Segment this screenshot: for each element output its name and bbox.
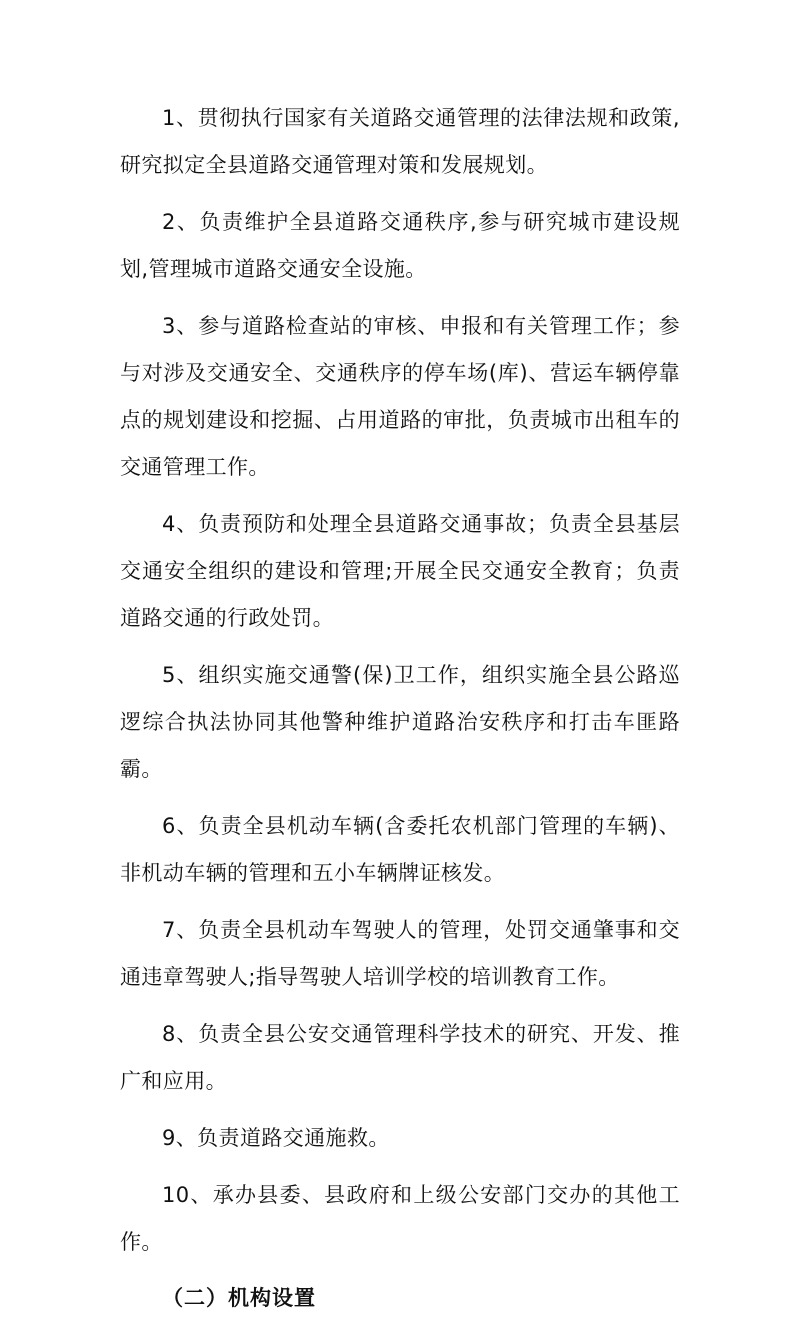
list-item: 10、承办县委、县政府和上级公安部门交办的其他工作。 (120, 1183, 680, 1254)
list-item: 5、组织实施交通警(保)卫工作，组织实施全县公路巡逻综合执法协同其他警种维护道路治安秩序和打击车匪路霸。 (120, 663, 680, 781)
list-item: 1、贯彻执行国家有关道路交通管理的法律法规和政策,研究拟定全县道路交通管理对策和发展规划。 (120, 106, 680, 177)
section-heading: （二）机构设置 (162, 1286, 316, 1310)
list-item: 6、负责全县机动车辆(含委托农机部门管理的车辆)、非机动车辆的管理和五小车辆牌证核发。 (120, 814, 680, 885)
document-body (120, 95, 680, 1320)
list-item: 2、负责维护全县道路交通秩序,参与研究城市建设规划,管理城市道路交通安全设施。 (120, 210, 680, 281)
list-item: 8、负责全县公安交通管理科学技术的研究、开发、推广和应用。 (120, 1022, 680, 1093)
list-item: 7、负责全县机动车驾驶人的管理，处罚交通肇事和交通违章驾驶人;指导驾驶人培训学校的培训教育工作。 (120, 918, 680, 989)
list-item: 4、负责预防和处理全县道路交通事故；负责全县基层交通安全组织的建设和管理;开展全民交通安全教育；负责道路交通的行政处罚。 (120, 512, 680, 630)
list-item: 3、参与道路检查站的审核、申报和有关管理工作；参与对涉及交通安全、交通秩序的停车场(库)、营运车辆停靠点的规划建设和挖掘、占用道路的审批，负责城市出租车的交通管理工作。 (120, 314, 680, 479)
list-item: 9、负责道路交通施救。 (162, 1126, 390, 1150)
